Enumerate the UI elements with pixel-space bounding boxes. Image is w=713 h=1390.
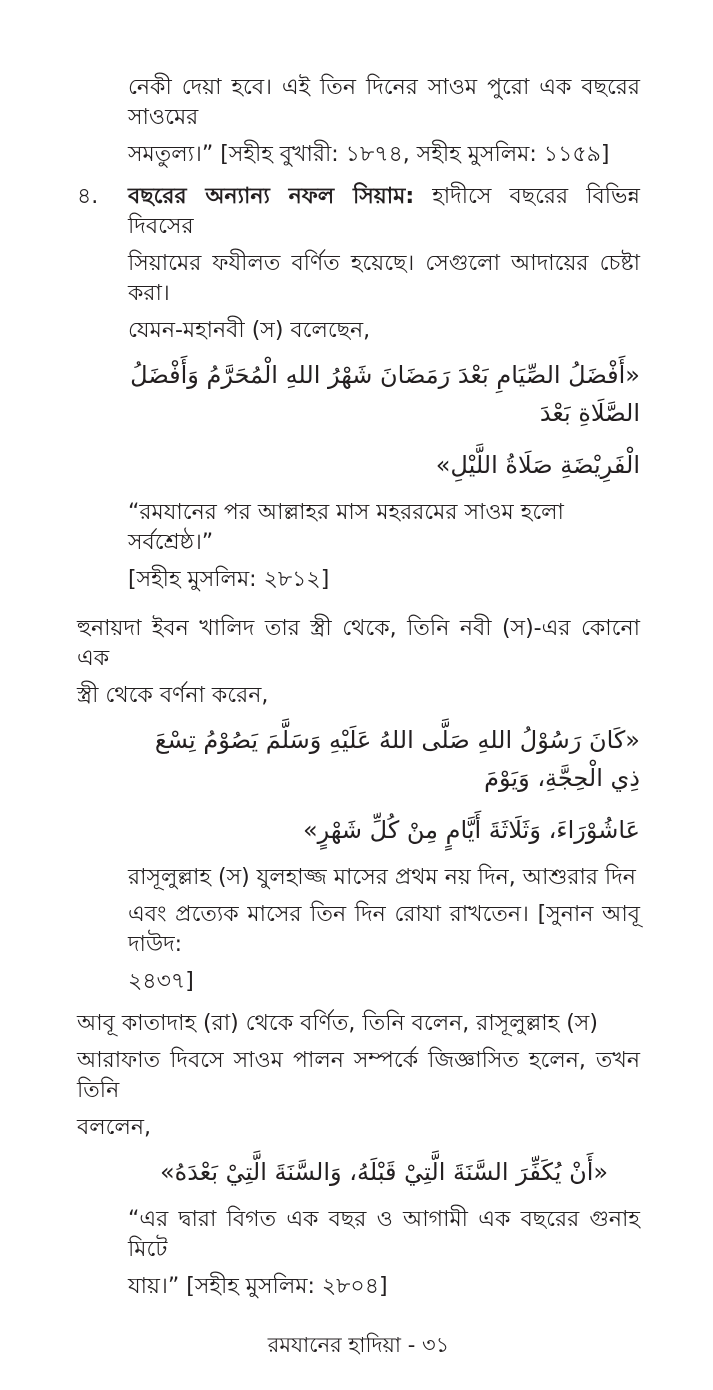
book-title: রমযানের হাদিয়া — [267, 1333, 401, 1357]
page-number: ৩১ — [421, 1333, 450, 1357]
arabic-hadith-line: «أَنْ يُكَفِّرَ السَّنَةَ الَّتِيْ قَبْلَهُ، وَالسَّنَةَ الَّتِيْ بَعْدَهُ» — [159, 1158, 609, 1186]
hunaydah-paragraph — [77, 614, 640, 997]
hunaydah-hadith — [128, 721, 640, 997]
item-heading: বছরের অন্যান্য নফল সিয়াম: — [128, 184, 415, 209]
text-line: হুনায়দা ইবন খালিদ তার স্ত্রী থেকে, তিনি নবী (স)-এর কোনো এক — [77, 616, 640, 671]
text-line: সিয়ামের ফযীলত বর্ণিত হয়েছে। সেগুলো আদায়ের চেষ্টা করা। — [128, 251, 640, 306]
list-item-body — [128, 182, 640, 602]
arabic-hadith-line: «أَفْضَلُ الصِّيَامِ بَعْدَ رَمَضَانَ شَهْرُ اللهِ الْمُحَرَّمُ وَأَفْضَلُ الصَّلَاةِ بَعْدَ — [130, 361, 640, 427]
text-span: হাদীসে বছরের বিভিন্ন দিবসের — [128, 184, 640, 239]
abu-qatadah-hadith — [128, 1153, 640, 1302]
translation-line: এবং প্রত্যেক মাসের তিন দিন রোযা রাখতেন। [সুনান আবূ দাউদ: — [128, 902, 640, 957]
text-line — [128, 182, 640, 242]
intro-paragraph — [128, 73, 640, 170]
list-number: ৪. — [77, 184, 99, 209]
text-line: স্ত্রী থেকে বর্ণনা করেন, — [77, 683, 269, 708]
arabic-hadith-line: عَاشُوْرَاءَ، وَثَلَاثَةَ أَيَّامٍ مِنْ كُلِّ شَهْرٍ» — [302, 816, 640, 844]
page-footer — [77, 1330, 640, 1360]
citation: [সহীহ মুসলিম: ২৮১২] — [128, 567, 330, 592]
text-line: সমতুল্য।” [সহীহ বুখারী: ১৮৭৪, সহীহ মুসলিম: ১১৫৯] — [128, 142, 610, 167]
arabic-hadith-line: «كَانَ رَسُوْلُ اللهِ صَلَّى اللهُ عَلَيْهِ وَسَلَّمَ يَصُوْمُ تِسْعَ ذِي الْحِجَّةِ، وَيَوْمَ — [154, 726, 640, 792]
translation-line: রাসূলুল্লাহ (স) যুলহাজ্জ মাসের প্রথম নয় দিন, আশুরার দিন — [128, 865, 636, 890]
text-line: বললেন, — [77, 1115, 151, 1140]
separator: - — [407, 1333, 416, 1357]
translation-line: “রমযানের পর আল্লাহর মাস মহররমের সাওম হলো সর্বশ্রেষ্ঠ।” — [128, 500, 564, 555]
citation: যায়।” [সহীহ মুসলিম: ২৮০৪] — [128, 1274, 388, 1299]
text-line: যেমন-মহানবী (স) বলেছেন, — [128, 318, 371, 343]
text-line: নেকী দেয়া হবে। এই তিন দিনের সাওম পুরো এক বছরের সাওমের — [128, 75, 640, 130]
citation: ২৪৩৭] — [128, 969, 194, 994]
text-line: আরাফাত দিবসে সাওম পালন সম্পর্কে জিজ্ঞাসিত হলেন, তখন তিনি — [77, 1048, 640, 1103]
abu-qatadah-paragraph — [77, 1009, 640, 1302]
list-item-4 — [77, 182, 640, 602]
translation-line: “এর দ্বারা বিগত এক বছর ও আগামী এক বছরের গুনাহ মিটে — [128, 1207, 640, 1262]
text-line: আবূ কাতাদাহ (রা) থেকে বর্ণিত, তিনি বলেন, রাসূলুল্লাহ (স) — [77, 1011, 598, 1036]
arabic-hadith-line: الْفَرِيْضَةِ صَلَاةُ اللَّيْلِ» — [435, 451, 640, 479]
